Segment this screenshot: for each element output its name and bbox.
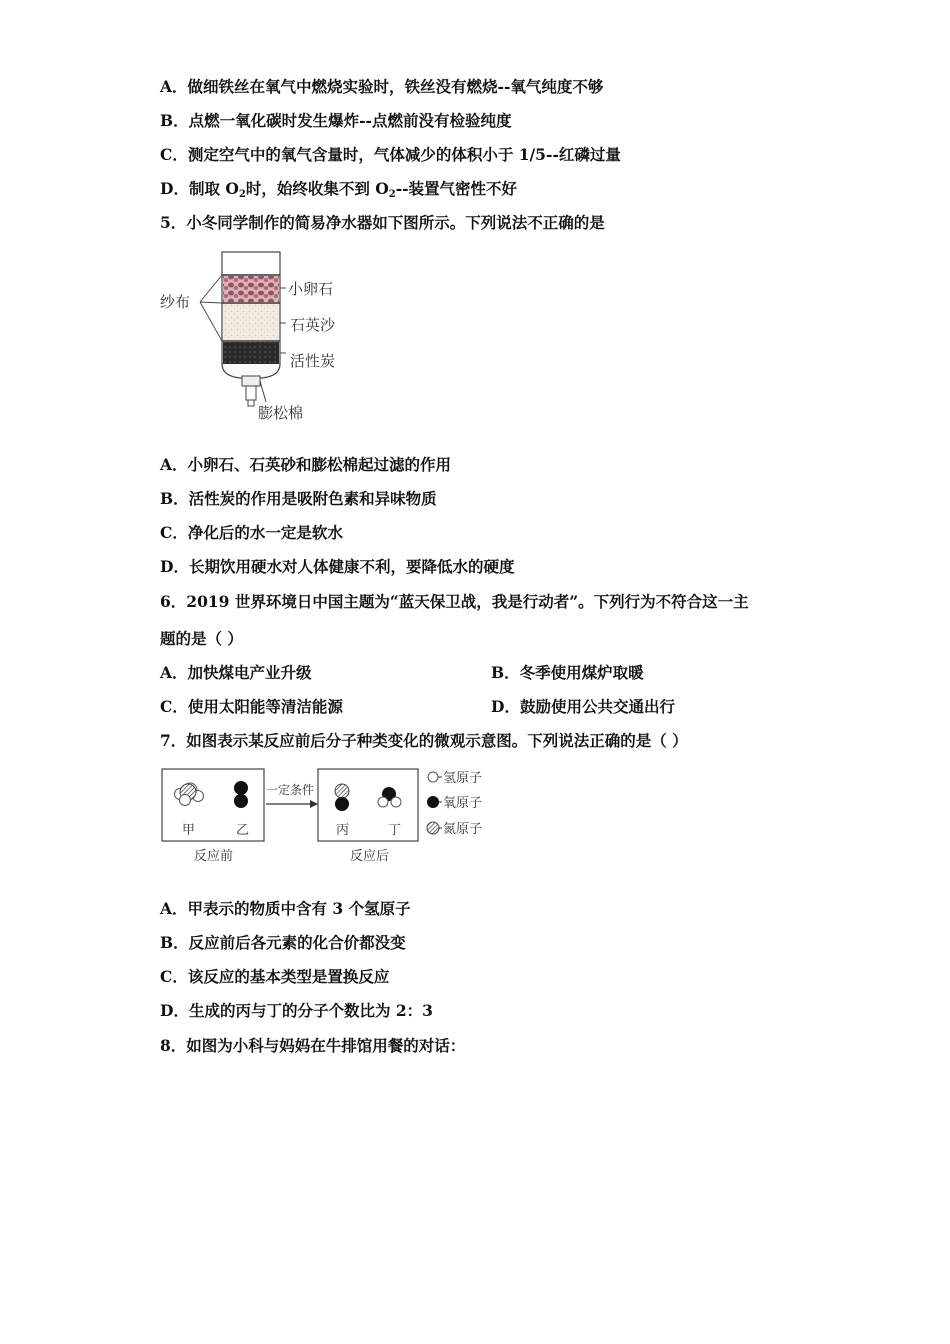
arrow-icon [310, 800, 318, 808]
legend-oxygen: 氧原子 [443, 796, 483, 811]
q7-option-a: A．甲表示的物质中含有 3 个氢原子 [160, 899, 411, 918]
label-jia: 甲 [182, 823, 196, 838]
legend-nitrogen-icon [427, 822, 439, 834]
q5-option-c: C．净化后的水一定是软水 [160, 523, 343, 542]
q7-stem: 7．如图表示某反应前后分子种类变化的微观示意图。下列说法正确的是（ ） [160, 731, 688, 750]
legend-oxygen-icon [427, 796, 439, 808]
label-activated-carbon: 活性炭 [290, 352, 336, 370]
q5-option-b: B．活性炭的作用是吸附色素和异味物质 [160, 489, 437, 508]
label-bing: 丙 [336, 823, 350, 838]
reaction-diagram [158, 764, 498, 870]
legend-hydrogen-icon [428, 772, 438, 782]
q6-option-b: B．冬季使用煤炉取暖 [491, 663, 644, 682]
q4-option-d: D．制取 $O_2$时，始终收集不到 $O_2--$装置气密性不好 [160, 179, 518, 200]
label-gauze: 纱布 [160, 293, 191, 311]
pebble-layer [223, 276, 279, 302]
q5-option-a: A．小卵石、石英砂和膨松棉起过滤的作用 [160, 455, 452, 474]
q4-option-c: C．测定空气中的氧气含量时，气体减少的体积小于 1/5--红磷过量 [160, 145, 621, 164]
label-after: 反应后 [350, 849, 390, 864]
legend-nitrogen: 氮原子 [443, 822, 483, 837]
q7-option-c: C．该反应的基本类型是置换反应 [160, 967, 390, 986]
quartz-sand-layer [223, 304, 279, 340]
q4-option-a: A．做细铁丝在氧气中燃烧实验时，铁丝没有燃烧--氧气纯度不够 [160, 77, 604, 96]
q6-stem-line1: 6．2019 世界环境日中国主题为“蓝天保卫战，我是行动者”。下列行为不符合这一主 [160, 592, 749, 611]
q5-option-d: D．长期饮用硬水对人体健康不利，要降低水的硬度 [160, 557, 515, 576]
q6-option-c: C．使用太阳能等清洁能源 [160, 697, 343, 716]
q6-option-d: D．鼓励使用公共交通出行 [491, 697, 675, 716]
label-before: 反应前 [194, 849, 234, 864]
label-quartz-sand: 石英沙 [290, 316, 336, 334]
q5-stem: 5．小冬同学制作的简易净水器如下图所示。下列说法不正确的是 [160, 213, 605, 232]
q6-option-a: A．加快煤电产业升级 [160, 663, 312, 682]
cotton-layer [242, 376, 260, 386]
q4-option-b: B．点燃一氧化碳时发生爆炸--点燃前没有检验纯度 [160, 111, 512, 130]
q7-option-b: B．反应前后各元素的化合价都没变 [160, 933, 406, 952]
activated-carbon-layer [223, 342, 279, 364]
q7-option-d: D．生成的丙与丁的分子个数比为 2：3 [160, 1001, 433, 1020]
label-ding: 丁 [388, 823, 402, 838]
q6-stem-line2: 题的是（ ） [160, 629, 243, 648]
legend-hydrogen: 氢原子 [443, 771, 483, 786]
label-yi: 乙 [236, 823, 250, 838]
label-pebbles: 小卵石 [288, 280, 334, 298]
water-purifier-figure [158, 250, 358, 430]
q8-stem: 8．如图为小科与妈妈在牛排馆用餐的对话： [160, 1036, 466, 1055]
label-condition: 一定条件 [266, 783, 315, 797]
label-cotton: 膨松棉 [258, 404, 304, 422]
